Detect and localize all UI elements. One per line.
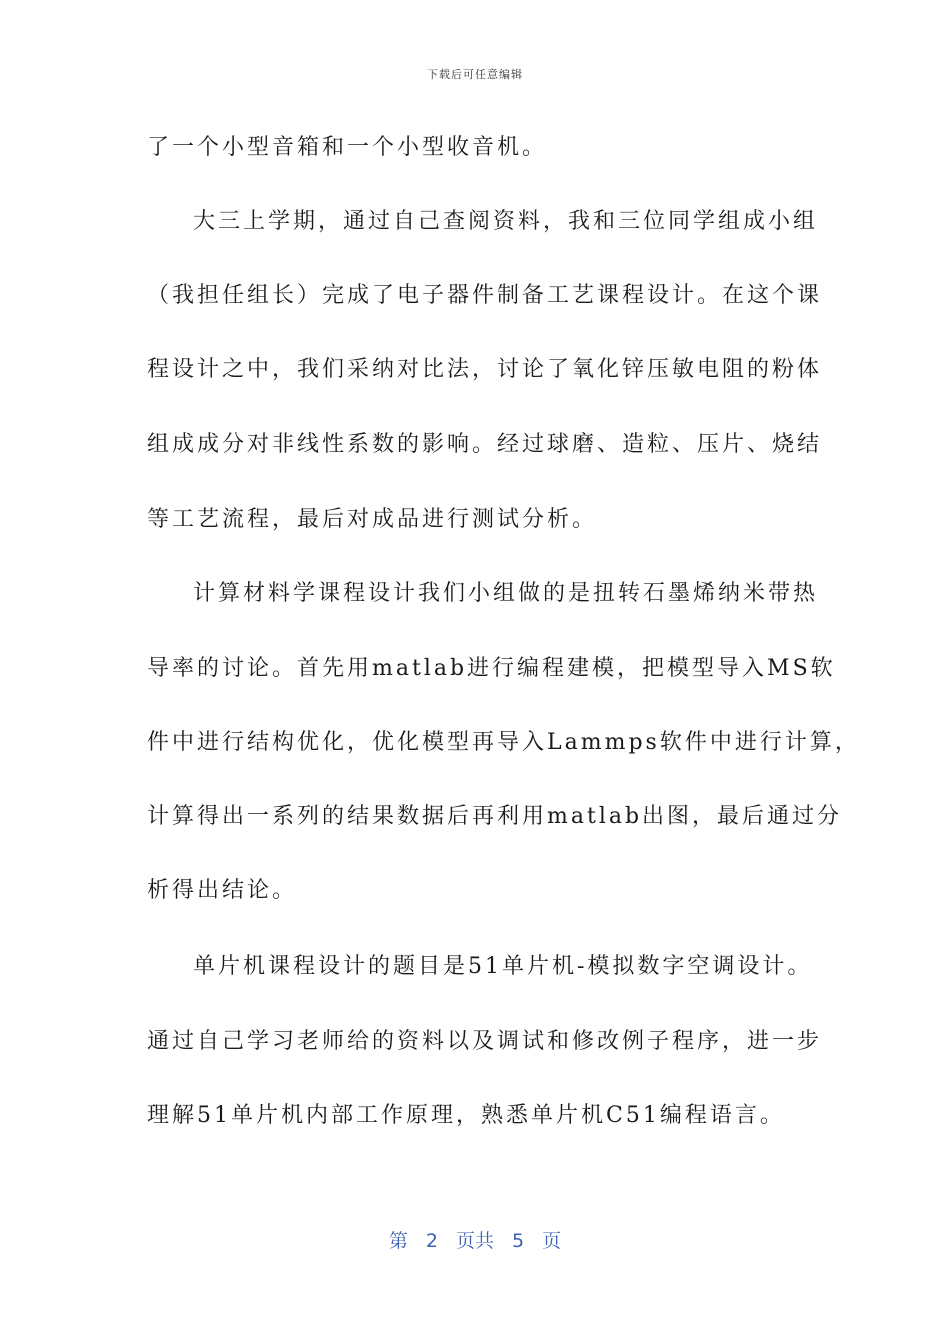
paragraph-line: （我担任组长）完成了电子器件制备工艺课程设计。在这个课: [147, 283, 823, 308]
current-page-number: 2: [425, 1230, 438, 1252]
paragraph-line: 通过自己学习老师给的资料以及调试和修改例子程序，进一步: [147, 1029, 823, 1054]
paragraph-line: 单片机课程设计的题目是51单片机-模拟数字空调设计。: [193, 954, 813, 979]
page-header-note: 下载后可任意编辑: [427, 68, 523, 81]
total-page-number: 5: [512, 1230, 525, 1252]
footer-prefix: 第: [388, 1230, 408, 1252]
paragraph-line: 理解51单片机内部工作原理，熟悉单片机C51编程语言。: [147, 1103, 785, 1128]
paragraph-line: 了一个小型音箱和一个小型收音机。: [147, 135, 548, 160]
paragraph-line: 程设计之中，我们采纳对比法，讨论了氧化锌压敏电阻的粉体: [147, 357, 823, 382]
paragraph-line: 析得出结论。: [147, 878, 298, 903]
paragraph-line: 计算得出一系列的结果数据后再利用matlab出图，最后通过分: [147, 804, 843, 829]
paragraph-line: 件中进行结构优化，优化模型再导入Lammps软件中进行计算，: [147, 730, 860, 755]
paragraph-line: 等工艺流程，最后对成品进行测试分析。: [147, 507, 598, 532]
page-number-footer: [0, 1226, 950, 1253]
footer-suffix: 页: [542, 1230, 562, 1252]
paragraph-line: 组成成分对非线性系数的影响。经过球磨、造粒、压片、烧结: [147, 432, 823, 457]
paragraph-line: 大三上学期，通过自己查阅资料，我和三位同学组成小组: [193, 209, 819, 234]
paragraph-line: 计算材料学课程设计我们小组做的是扭转石墨烯纳米带热: [193, 581, 819, 606]
paragraph-line: 导率的讨论。首先用matlab进行编程建模，把模型导入MS软: [147, 656, 836, 681]
footer-middle: 页共: [455, 1230, 494, 1252]
